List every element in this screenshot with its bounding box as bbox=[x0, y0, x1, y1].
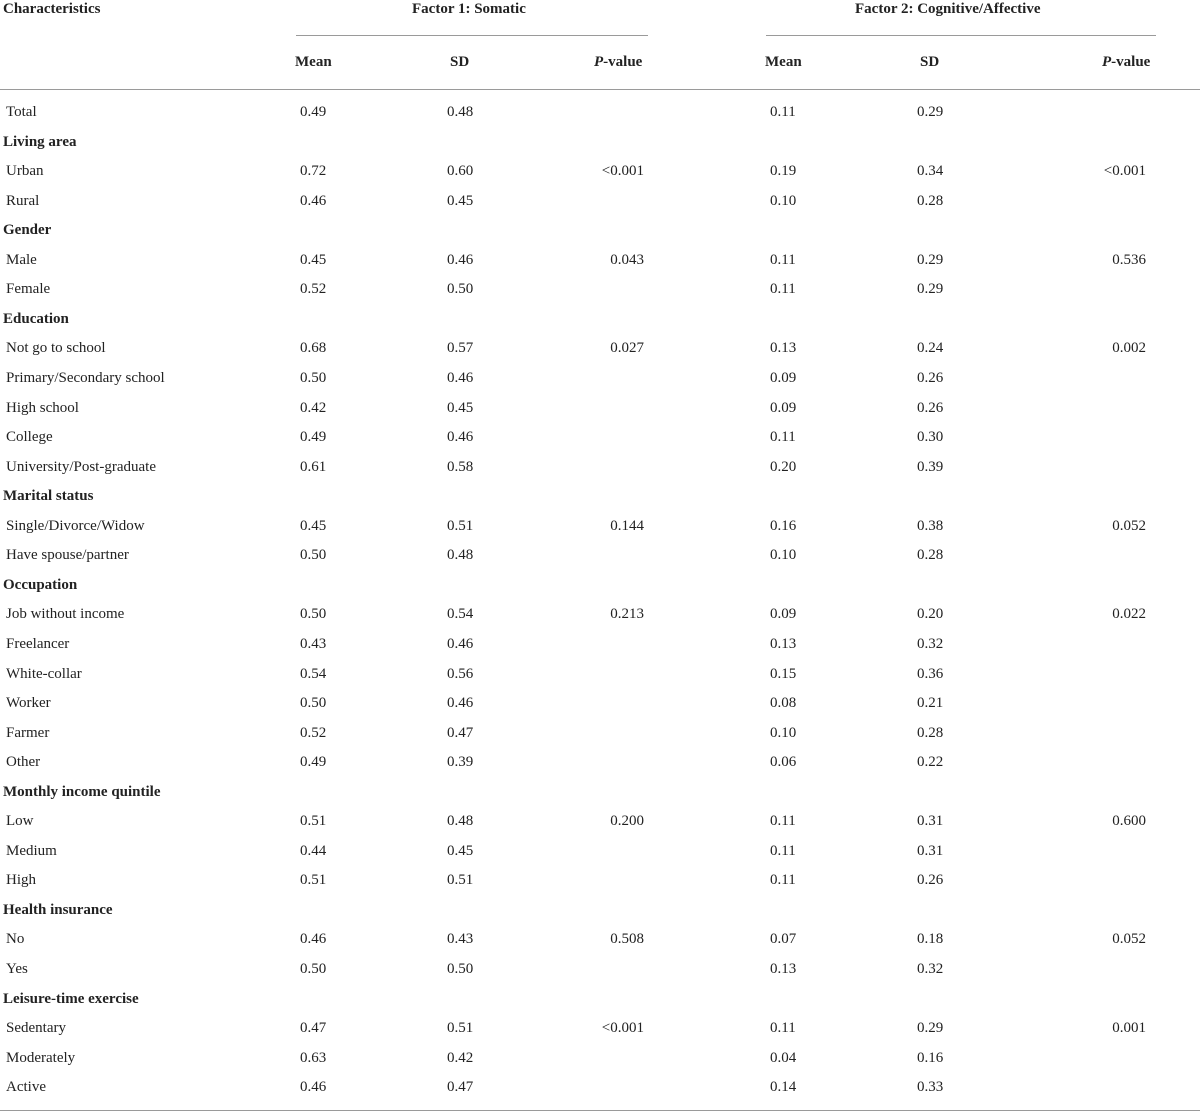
cell-sd1: 0.46 bbox=[447, 695, 474, 711]
table-row bbox=[0, 456, 1200, 485]
cell-sd1: 0.48 bbox=[447, 547, 474, 564]
cell-m1: 0.51 bbox=[300, 813, 327, 830]
cell-sd2: 0.20 bbox=[917, 606, 944, 623]
table-row bbox=[0, 603, 1200, 632]
cell-m2: 0.11 bbox=[770, 872, 796, 889]
group-label: Living area bbox=[3, 133, 77, 150]
cell-m2: 0.11 bbox=[770, 429, 796, 446]
row-label: Worker bbox=[6, 695, 51, 711]
group-label: Monthly income quintile bbox=[3, 783, 161, 800]
sd-header-factor1: SD bbox=[450, 54, 470, 70]
cell-m2: 0.10 bbox=[770, 724, 797, 741]
cell-sd1: 0.46 bbox=[447, 251, 474, 268]
row-label: Active bbox=[6, 1079, 46, 1096]
table-row bbox=[0, 869, 1200, 898]
table-row bbox=[0, 101, 1200, 130]
row-label: Freelancer bbox=[6, 635, 70, 652]
cell-m2: 0.13 bbox=[770, 961, 797, 977]
cell-m2: 0.09 bbox=[770, 369, 797, 386]
cell-sd1: 0.60 bbox=[447, 163, 474, 180]
cell-sd2: 0.29 bbox=[917, 281, 944, 298]
cell-m2: 0.14 bbox=[770, 1079, 797, 1096]
cell-m1: 0.44 bbox=[300, 842, 327, 859]
cell-sd2: 0.28 bbox=[917, 724, 944, 741]
cell-m1: 0.45 bbox=[300, 517, 327, 534]
cell-m1: 0.49 bbox=[300, 754, 327, 771]
cell-p2: <0.001 bbox=[1103, 163, 1146, 180]
row-label: High bbox=[6, 872, 36, 889]
table-row bbox=[0, 1017, 1200, 1046]
cell-m1: 0.50 bbox=[300, 606, 327, 623]
cell-sd1: 0.47 bbox=[447, 1079, 474, 1096]
cell-m1: 0.46 bbox=[300, 931, 327, 948]
cell-m2: 0.19 bbox=[770, 163, 797, 180]
cell-m2: 0.11 bbox=[770, 813, 796, 830]
cell-p1: 0.027 bbox=[610, 340, 644, 357]
group-header-row bbox=[0, 131, 1200, 160]
table-bottom-rule bbox=[0, 1110, 1200, 1111]
cell-sd1: 0.42 bbox=[447, 1049, 474, 1066]
cell-m2: 0.11 bbox=[770, 104, 796, 120]
table-row bbox=[0, 426, 1200, 455]
row-label: Urban bbox=[6, 163, 44, 180]
group-header-row bbox=[0, 485, 1200, 514]
cell-p2: 0.022 bbox=[1112, 606, 1146, 623]
table-row bbox=[0, 1047, 1200, 1076]
group-header-row bbox=[0, 574, 1200, 603]
cell-sd1: 0.48 bbox=[447, 813, 474, 830]
cell-p2: 0.052 bbox=[1112, 517, 1146, 534]
table-row bbox=[0, 367, 1200, 396]
cell-p2: 0.536 bbox=[1112, 251, 1146, 268]
cell-m1: 0.50 bbox=[300, 369, 327, 386]
factor1-underline bbox=[296, 35, 648, 36]
cell-m2: 0.06 bbox=[770, 754, 797, 771]
cell-m1: 0.49 bbox=[300, 104, 327, 120]
pvalue-suffix: -value bbox=[603, 54, 643, 70]
group-header-row bbox=[0, 988, 1200, 1017]
cell-p2: 0.002 bbox=[1112, 340, 1146, 357]
cell-sd2: 0.31 bbox=[917, 842, 944, 859]
cell-sd1: 0.50 bbox=[447, 961, 474, 977]
table-row bbox=[0, 928, 1200, 957]
cell-sd1: 0.46 bbox=[447, 369, 474, 386]
group-label: Education bbox=[3, 310, 69, 327]
cell-m2: 0.16 bbox=[770, 517, 797, 534]
row-label: Primary/Secondary school bbox=[6, 369, 165, 386]
cell-sd2: 0.29 bbox=[917, 1020, 944, 1037]
cell-m2: 0.09 bbox=[770, 399, 797, 416]
row-label: White-collar bbox=[6, 665, 82, 682]
cell-sd2: 0.32 bbox=[917, 961, 944, 977]
cell-sd1: 0.45 bbox=[447, 399, 474, 416]
cell-sd2: 0.21 bbox=[917, 695, 944, 711]
group-label: Marital status bbox=[3, 488, 94, 505]
row-label: Have spouse/partner bbox=[6, 547, 129, 564]
cell-m2: 0.15 bbox=[770, 665, 797, 682]
table-row bbox=[0, 810, 1200, 839]
cell-m1: 0.68 bbox=[300, 340, 327, 357]
cell-m1: 0.49 bbox=[300, 429, 327, 446]
cell-m1: 0.46 bbox=[300, 192, 327, 209]
cell-p1: <0.001 bbox=[601, 1020, 644, 1037]
factor1-header: Factor 1: Somatic bbox=[412, 1, 526, 17]
cell-sd2: 0.28 bbox=[917, 192, 944, 209]
table-row bbox=[0, 751, 1200, 780]
cell-sd1: 0.51 bbox=[447, 872, 474, 889]
row-label: Moderately bbox=[6, 1049, 76, 1066]
cell-sd2: 0.24 bbox=[917, 340, 944, 357]
row-label: Medium bbox=[6, 842, 57, 859]
sd-header-factor2: SD bbox=[920, 54, 940, 70]
cell-sd2: 0.22 bbox=[917, 754, 944, 771]
cell-p1: 0.200 bbox=[610, 813, 644, 830]
cell-m2: 0.11 bbox=[770, 251, 796, 268]
factor2-underline bbox=[766, 35, 1156, 36]
cell-sd1: 0.39 bbox=[447, 754, 474, 771]
row-label: Job without income bbox=[6, 606, 125, 623]
group-label: Health insurance bbox=[3, 901, 113, 918]
cell-sd1: 0.51 bbox=[447, 517, 474, 534]
cell-p1: 0.213 bbox=[610, 606, 644, 623]
cell-sd2: 0.26 bbox=[917, 399, 944, 416]
cell-m1: 0.63 bbox=[300, 1049, 327, 1066]
cell-m1: 0.43 bbox=[300, 635, 327, 652]
cell-sd2: 0.28 bbox=[917, 547, 944, 564]
cell-sd2: 0.34 bbox=[917, 163, 944, 180]
cell-sd2: 0.26 bbox=[917, 369, 944, 386]
pvalue-italic-p: P bbox=[1102, 54, 1112, 70]
cell-m2: 0.11 bbox=[770, 281, 796, 298]
characteristics-header: Characteristics bbox=[3, 1, 101, 17]
cell-sd2: 0.32 bbox=[917, 635, 944, 652]
factor2-header: Factor 2: Cognitive/Affective bbox=[855, 1, 1041, 17]
table-row bbox=[0, 515, 1200, 544]
cell-sd2: 0.29 bbox=[917, 251, 944, 268]
cell-sd2: 0.39 bbox=[917, 458, 944, 475]
cell-m1: 0.52 bbox=[300, 281, 327, 298]
cell-m2: 0.09 bbox=[770, 606, 797, 623]
table-row bbox=[0, 958, 1200, 987]
row-label: Rural bbox=[6, 192, 40, 209]
cell-m2: 0.10 bbox=[770, 547, 797, 564]
group-header-row bbox=[0, 899, 1200, 928]
cell-m1: 0.46 bbox=[300, 1079, 327, 1096]
row-label: Not go to school bbox=[6, 340, 106, 357]
cell-sd2: 0.18 bbox=[917, 931, 944, 948]
cell-sd2: 0.36 bbox=[917, 665, 944, 682]
group-header-row bbox=[0, 308, 1200, 337]
cell-sd1: 0.56 bbox=[447, 665, 474, 682]
cell-p1: 0.144 bbox=[610, 517, 644, 534]
cell-sd1: 0.45 bbox=[447, 842, 474, 859]
row-label: Sedentary bbox=[6, 1020, 66, 1037]
mean-header-factor1: Mean bbox=[295, 54, 332, 70]
cell-m2: 0.20 bbox=[770, 458, 797, 475]
cell-m1: 0.42 bbox=[300, 399, 327, 416]
cell-p1: 0.043 bbox=[610, 251, 644, 268]
row-label: College bbox=[6, 429, 53, 446]
cell-sd1: 0.47 bbox=[447, 724, 474, 741]
cell-m1: 0.47 bbox=[300, 1020, 327, 1037]
cell-sd2: 0.26 bbox=[917, 872, 944, 889]
pvalue-header-factor2 bbox=[1102, 54, 1150, 71]
pvalue-italic-p: P bbox=[594, 54, 604, 70]
group-label: Gender bbox=[3, 222, 52, 239]
cell-p2: 0.600 bbox=[1112, 813, 1146, 830]
cell-sd1: 0.46 bbox=[447, 635, 474, 652]
cell-m1: 0.54 bbox=[300, 665, 327, 682]
row-label: Low bbox=[6, 813, 34, 830]
mean-header-factor2: Mean bbox=[765, 54, 802, 70]
table-row bbox=[0, 663, 1200, 692]
cell-m1: 0.50 bbox=[300, 547, 327, 564]
group-header-row bbox=[0, 781, 1200, 810]
cell-m1: 0.51 bbox=[300, 872, 327, 889]
cell-m2: 0.13 bbox=[770, 340, 797, 357]
cell-sd2: 0.38 bbox=[917, 517, 944, 534]
cell-sd1: 0.46 bbox=[447, 429, 474, 446]
cell-sd1: 0.50 bbox=[447, 281, 474, 298]
cell-sd1: 0.58 bbox=[447, 458, 474, 475]
pvalue-header-factor1 bbox=[594, 54, 642, 71]
row-label: Female bbox=[6, 281, 51, 298]
table-row bbox=[0, 840, 1200, 869]
cell-sd2: 0.29 bbox=[917, 104, 944, 120]
cell-m2: 0.04 bbox=[770, 1049, 797, 1066]
cell-m2: 0.10 bbox=[770, 192, 797, 209]
cell-sd2: 0.31 bbox=[917, 813, 944, 830]
table-row bbox=[0, 160, 1200, 189]
table-row bbox=[0, 278, 1200, 307]
table-row bbox=[0, 692, 1200, 721]
row-label: University/Post-graduate bbox=[6, 458, 156, 475]
cell-m1: 0.52 bbox=[300, 724, 327, 741]
cell-p2: 0.001 bbox=[1112, 1020, 1146, 1037]
header-bottom-rule bbox=[0, 89, 1200, 90]
cell-sd2: 0.30 bbox=[917, 429, 944, 446]
table-row bbox=[0, 722, 1200, 751]
cell-sd1: 0.45 bbox=[447, 192, 474, 209]
cell-sd1: 0.48 bbox=[447, 104, 474, 120]
row-label: Total bbox=[6, 104, 37, 120]
cell-p1: 0.508 bbox=[610, 931, 644, 948]
cell-m1: 0.50 bbox=[300, 695, 327, 711]
cell-m2: 0.13 bbox=[770, 635, 797, 652]
table-row bbox=[0, 249, 1200, 278]
cell-m2: 0.08 bbox=[770, 695, 797, 711]
table-row bbox=[0, 337, 1200, 366]
cell-p1: <0.001 bbox=[601, 163, 644, 180]
row-label: Yes bbox=[6, 961, 28, 977]
row-label: Male bbox=[6, 251, 37, 268]
cell-m2: 0.11 bbox=[770, 1020, 796, 1037]
cell-sd1: 0.51 bbox=[447, 1020, 474, 1037]
cell-m1: 0.50 bbox=[300, 961, 327, 977]
cell-sd2: 0.33 bbox=[917, 1079, 944, 1096]
cell-sd1: 0.54 bbox=[447, 606, 474, 623]
group-header-row bbox=[0, 219, 1200, 248]
cell-p2: 0.052 bbox=[1112, 931, 1146, 948]
cell-sd2: 0.16 bbox=[917, 1049, 944, 1066]
row-label: No bbox=[6, 931, 25, 948]
group-label: Leisure-time exercise bbox=[3, 990, 139, 1007]
pvalue-suffix: -value bbox=[1111, 54, 1151, 70]
group-label: Occupation bbox=[3, 576, 78, 593]
cell-m1: 0.72 bbox=[300, 163, 327, 180]
cell-m1: 0.45 bbox=[300, 251, 327, 268]
row-label: High school bbox=[6, 399, 79, 416]
table-row bbox=[0, 397, 1200, 426]
table-row bbox=[0, 633, 1200, 662]
cell-m1: 0.61 bbox=[300, 458, 327, 475]
row-label: Other bbox=[6, 754, 41, 771]
row-label: Single/Divorce/Widow bbox=[6, 517, 145, 534]
cell-sd1: 0.57 bbox=[447, 340, 474, 357]
table-row bbox=[0, 190, 1200, 219]
cell-m2: 0.11 bbox=[770, 842, 796, 859]
cell-m2: 0.07 bbox=[770, 931, 797, 948]
row-label: Farmer bbox=[6, 724, 50, 741]
table-row bbox=[0, 544, 1200, 573]
cell-sd1: 0.43 bbox=[447, 931, 474, 948]
table-row bbox=[0, 1076, 1200, 1105]
